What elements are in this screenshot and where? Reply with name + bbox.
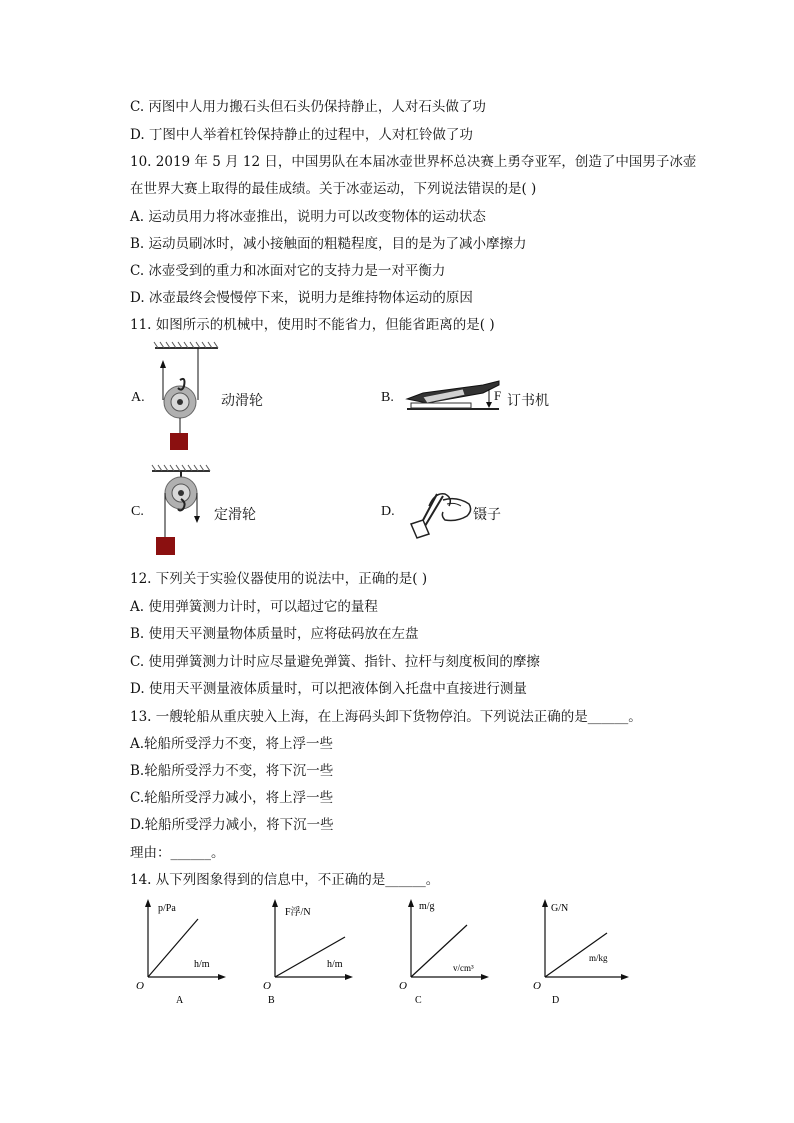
q11-option-d-caption: 镊子 (473, 507, 501, 523)
graph-d (527, 895, 633, 1007)
graph-c (393, 895, 493, 1007)
q11-option-b-letter: B. (381, 390, 394, 405)
q10-option-c: C. 冰壶受到的重力和冰面对它的支持力是一对平衡力 (130, 263, 446, 279)
q12-stem: 12. 下列关于实验仪器使用的说法中，正确的是( ) (130, 571, 428, 587)
movable-pulley-figure (150, 340, 230, 455)
graph-d-origin: O (533, 980, 541, 992)
graph-b-ylabel: F浮/N (285, 907, 311, 918)
graph-c-letter: C (415, 995, 422, 1006)
graph-c-xlabel: v/cm³ (453, 963, 474, 973)
q13-option-a: A.轮船所受浮力不变，将上浮一些 (130, 736, 334, 752)
graph-b-xlabel: h/m (327, 959, 343, 970)
q13-option-c: C.轮船所受浮力减小，将上浮一些 (130, 790, 334, 806)
q13-option-d: D.轮船所受浮力减小，将下沉一些 (130, 817, 334, 833)
q12-option-b: B. 使用天平测量物体质量时，应将砝码放在左盘 (130, 626, 419, 642)
graph-c-origin: O (399, 980, 407, 992)
q10-stem-line2: 在世界大赛上取得的最佳成绩。关于冰壶运动，下列说法错误的是( ) (130, 181, 537, 197)
q10-option-a: A. 运动员用力将冰壶推出，说明力可以改变物体的运动状态 (130, 209, 486, 225)
q11-option-a-caption: 动滑轮 (221, 393, 263, 409)
graph-d-letter: D (552, 995, 560, 1006)
q9-option-c: C. 丙图中人用力搬石头但石头仍保持静止，人对石头做了功 (130, 99, 486, 115)
q14-stem: 14. 从下列图象得到的信息中，不正确的是______。 (130, 872, 440, 888)
graph-a (130, 895, 230, 1007)
graph-b (257, 895, 357, 1007)
q12-option-d: D. 使用天平测量液体质量时，可以把液体倒入托盘中直接进行测量 (130, 681, 527, 697)
q11-option-b-caption: 订书机 (507, 393, 549, 409)
graph-a-letter: A (176, 995, 184, 1006)
stapler-figure (403, 375, 503, 415)
q11-option-a-letter: A. (131, 390, 145, 405)
q9-option-d: D. 丁图中人举着杠铃保持静止的过程中，人对杠铃做了功 (130, 127, 473, 143)
graph-b-letter: B (268, 995, 275, 1006)
q10-stem-line1: 10. 2019 年 5 月 12 日，中国男队在本届冰壶世界杯总决赛上勇夺亚军，创造了中国男子冰壶 (130, 154, 697, 170)
q11-option-d-letter: D. (381, 504, 395, 519)
graph-b-origin: O (263, 980, 271, 992)
graph-d-ylabel: G/N (551, 903, 569, 914)
q10-option-b: B. 运动员刷冰时，减小接触面的粗糙程度，目的是为了减小摩擦力 (130, 236, 527, 252)
q11-option-c-caption: 定滑轮 (214, 507, 256, 523)
q13-option-b: B.轮船所受浮力不变，将下沉一些 (130, 763, 334, 779)
graph-d-xlabel: m/kg (589, 953, 608, 963)
q11-stem: 11. 如图所示的机械中，使用时不能省力，但能省距离的是( ) (130, 317, 495, 333)
q11-force-label: F (494, 388, 502, 403)
graph-c-ylabel: m/g (419, 901, 435, 912)
graph-a-ylabel: p/Pa (158, 903, 176, 914)
q11-option-c-letter: C. (131, 504, 144, 519)
q10-option-d: D. 冰壶最终会慢慢停下来，说明力是维持物体运动的原因 (130, 290, 473, 306)
graph-a-origin: O (136, 980, 144, 992)
q12-option-a: A. 使用弹簧测力计时，可以超过它的量程 (130, 599, 378, 615)
q13-stem: 13. 一艘轮船从重庆驶入上海，在上海码头卸下货物停泊。下列说法正确的是______。 (130, 709, 642, 725)
fixed-pulley-figure (148, 463, 218, 558)
tweezers-figure (403, 486, 475, 540)
q12-option-c: C. 使用弹簧测力计时应尽量避免弹簧、指针、拉杆与刻度板间的摩擦 (130, 654, 540, 670)
graph-a-xlabel: h/m (194, 959, 210, 970)
q13-reason: 理由：______。 (130, 845, 225, 861)
